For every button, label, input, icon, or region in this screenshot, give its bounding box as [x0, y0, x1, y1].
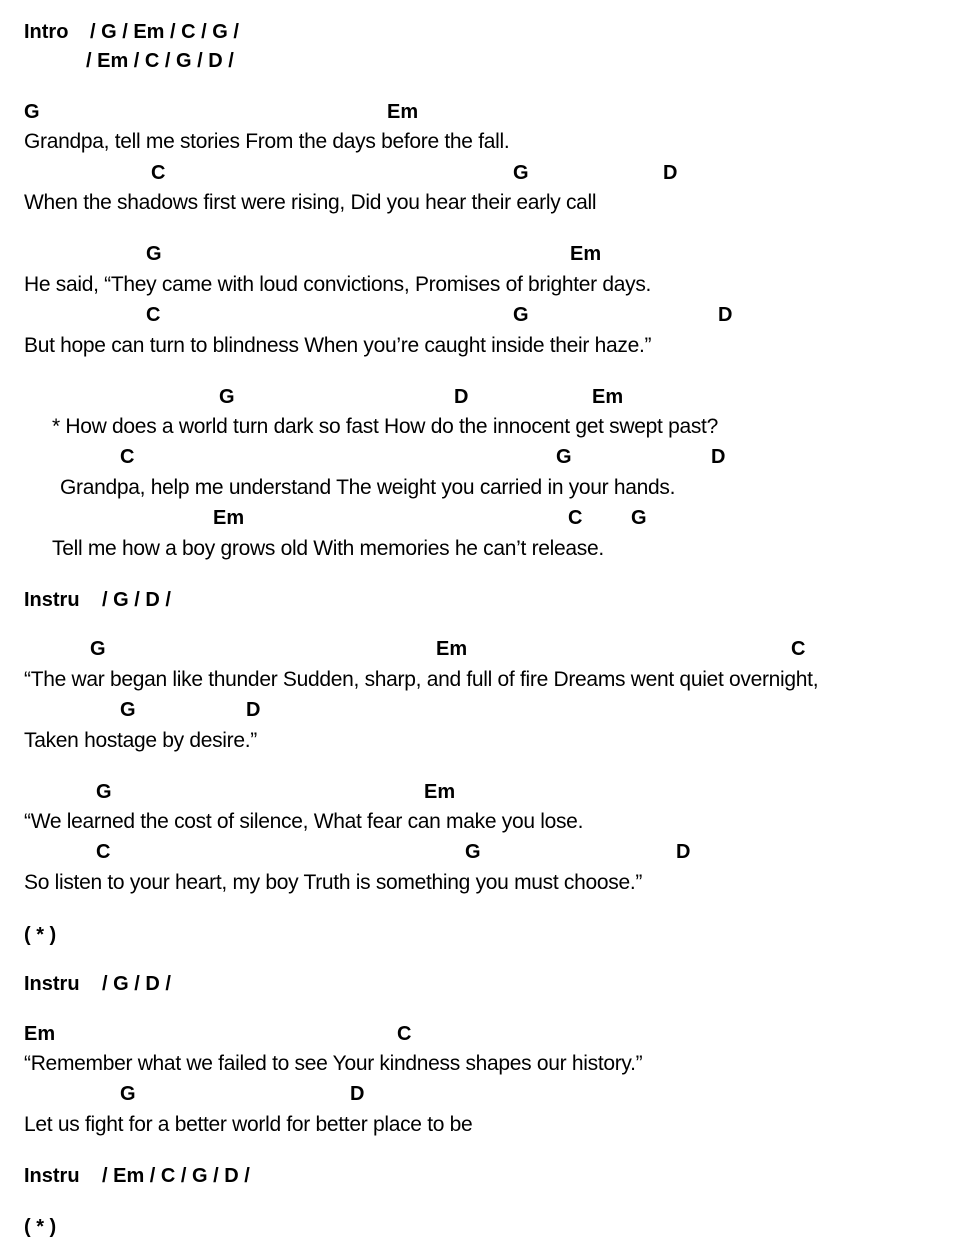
chord: G: [631, 507, 647, 529]
chord: D: [454, 386, 469, 408]
chord: G: [90, 638, 106, 660]
chord: G: [513, 304, 529, 326]
instru-chords: / G / D /: [102, 973, 171, 995]
intro-chords-line-2: / Em / C / G / D /: [86, 50, 234, 72]
chord: Em: [387, 101, 419, 123]
lyric-line: Taken hostage by desire.”: [24, 729, 257, 752]
instru-chords: / Em / C / G / D /: [102, 1165, 250, 1187]
chord: G: [24, 101, 40, 123]
chorus-lyric-line: * How does a world turn dark so fast How do the innocent get swept past?: [52, 415, 718, 438]
lyric-line: Grandpa, tell me stories From the days before the fall.: [24, 130, 510, 153]
intro-label: Intro: [24, 21, 69, 43]
chord: C: [96, 841, 111, 863]
chord: D: [350, 1083, 365, 1105]
lyric-line: Let us fight for a better world for better place to be: [24, 1113, 473, 1136]
lyric-line: “The war began like thunder Sudden, sharp, and full of fire Dreams went quiet overnight,: [24, 668, 819, 691]
chord: C: [151, 162, 166, 184]
chord: C: [568, 507, 583, 529]
chord: D: [718, 304, 733, 326]
instru-label: Instru: [24, 1165, 80, 1187]
chorus-repeat-marker: ( * ): [24, 924, 57, 946]
chord: D: [711, 446, 726, 468]
chord: G: [120, 1083, 136, 1105]
chord: C: [791, 638, 806, 660]
chord: D: [676, 841, 691, 863]
instru-chords: / G / D /: [102, 589, 171, 611]
chord: G: [513, 162, 529, 184]
chord: G: [146, 243, 162, 265]
chord: G: [96, 781, 112, 803]
chorus-repeat-marker: ( * ): [24, 1216, 57, 1238]
chord: C: [120, 446, 135, 468]
chord: Em: [213, 507, 245, 529]
chord: D: [663, 162, 678, 184]
chord: G: [120, 699, 136, 721]
chord: C: [146, 304, 161, 326]
chord: D: [246, 699, 261, 721]
lyric-line: “We learned the cost of silence, What fear can make you lose.: [24, 810, 584, 833]
chord: C: [397, 1023, 412, 1045]
lyric-line: But hope can turn to blindness When you’re caught inside their haze.”: [24, 334, 652, 357]
chord: G: [219, 386, 235, 408]
lyric-line: “Remember what we failed to see Your kindness shapes our history.”: [24, 1052, 643, 1075]
intro-chords-line-1: / G / Em / C / G /: [90, 21, 239, 43]
chord: Em: [424, 781, 456, 803]
chord: Em: [24, 1023, 56, 1045]
chord: Em: [436, 638, 468, 660]
chord: Em: [592, 386, 624, 408]
chord: G: [465, 841, 481, 863]
lyric-line: So listen to your heart, my boy Truth is something you must choose.”: [24, 871, 643, 894]
lyric-line: He said, “They came with loud convictions, Promises of brighter days.: [24, 273, 652, 296]
chorus-lyric-line: Grandpa, help me understand The weight you carried in your hands.: [60, 476, 676, 499]
lyric-line: When the shadows first were rising, Did you hear their early call: [24, 191, 597, 214]
chorus-lyric-line: Tell me how a boy grows old With memories he can’t release.: [52, 537, 604, 560]
instru-label: Instru: [24, 973, 80, 995]
instru-label: Instru: [24, 589, 80, 611]
chord: Em: [570, 243, 602, 265]
chord: G: [556, 446, 572, 468]
